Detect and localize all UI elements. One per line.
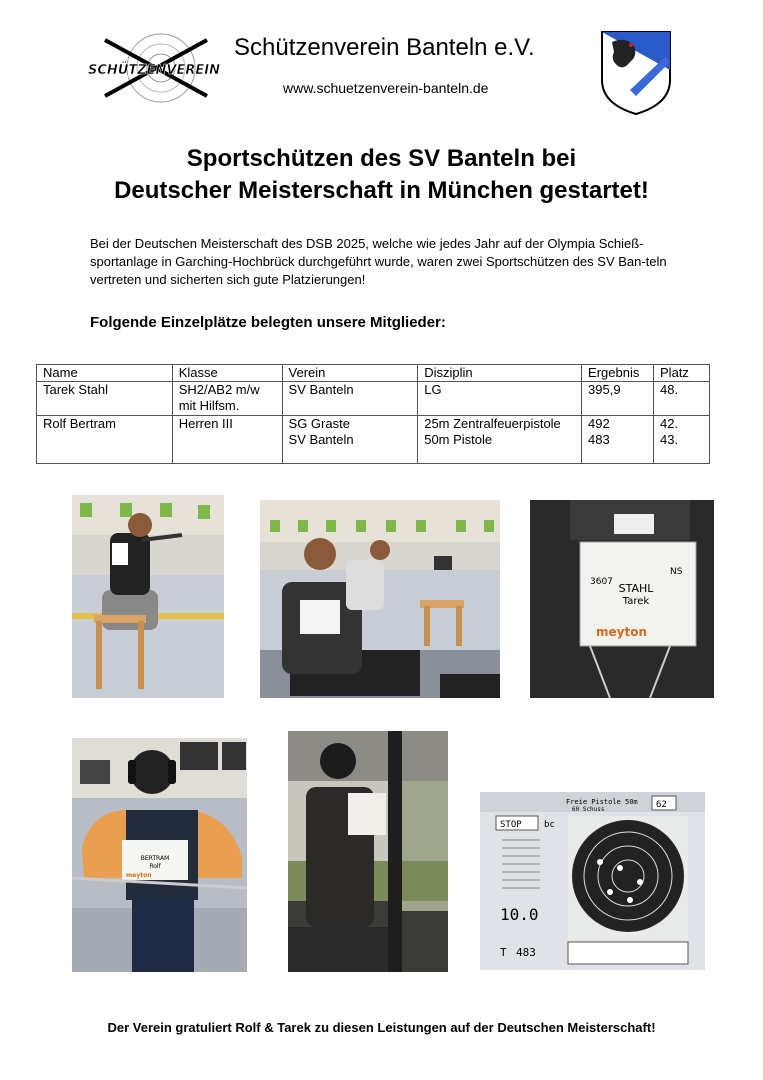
col-header-name: Name: [37, 365, 173, 382]
col-header-verein: Verein: [282, 365, 418, 382]
photo-meyton-score-monitor: [480, 792, 705, 970]
headline-line-2: Deutscher Meisterschaft in München gestartet!: [114, 177, 649, 204]
monitor-total: 483: [516, 946, 536, 959]
cell-platz: [654, 416, 710, 464]
badge-lastname: STAHL: [618, 582, 654, 595]
badge-number: 3607: [590, 577, 613, 587]
cell-name: Rolf Bertram: [37, 416, 173, 464]
monitor-last-shot: 10.0: [500, 905, 539, 924]
monitor-total-label: T: [500, 946, 507, 959]
cell-verein: SV Banteln: [282, 382, 418, 416]
photo-start-number-stahl: [530, 500, 714, 698]
ergebnis-line: 492: [588, 416, 610, 431]
badge-firstname: Tarek: [622, 596, 650, 607]
monitor-bc-label: bc: [544, 820, 555, 830]
table-row: [37, 382, 710, 416]
ergebnis-line: 483: [588, 432, 610, 447]
photo-shooter-pistol-bertram: [72, 738, 247, 972]
disziplin-line: 25m Zentralfeuerpistole: [424, 416, 561, 431]
cell-verein: [282, 416, 418, 464]
cell-disziplin: [418, 416, 582, 464]
verein-line: SG Graste: [288, 416, 350, 431]
monitor-stop-label: STOP: [500, 820, 522, 830]
badge2-brand: meyton: [126, 872, 152, 879]
col-header-ergebnis: Ergebnis: [582, 365, 654, 382]
platz-line: 43.: [660, 432, 679, 447]
cell-ergebnis: 395,9: [582, 382, 654, 416]
coat-of-arms: [600, 30, 672, 116]
intro-paragraph: Bei der Deutschen Meisterschaft des DSB 2025, welche wie jedes Jahr auf der Olympia Schieß-sportanlage in Garching-Hochbrück durchgeführt wurde, waren zwei Sportschützen des SV Ban-teln vertreten und sicherten sich gute Platzierungen!: [90, 236, 667, 287]
club-name: Schützenverein Banteln e.V.: [234, 34, 535, 61]
badge2-firstname: Rolf: [149, 863, 161, 870]
col-header-klasse: Klasse: [172, 365, 282, 382]
headline-line-1: Sportschützen des SV Banteln bei: [186, 145, 577, 172]
badge-brand: meyton: [596, 625, 647, 639]
disziplin-line: 50m Pistole: [424, 432, 493, 447]
monitor-title: Freie Pistole 50m: [566, 798, 638, 806]
verein-line: SV Banteln: [288, 432, 354, 447]
badge-class: NS: [670, 567, 683, 577]
cell-klasse: SH2/AB2 m/w mit Hilfsm.: [172, 382, 282, 416]
monitor-subtitle: 60 Schuss: [572, 806, 605, 813]
col-header-disziplin: Disziplin: [418, 365, 582, 382]
photo-shooter-rifle-range: [72, 495, 224, 698]
platz-line: 42.: [660, 416, 679, 431]
cell-platz: 48.: [654, 382, 710, 416]
cell-klasse: Herren III: [172, 416, 282, 464]
badge2-lastname: BERTRAM: [140, 855, 170, 862]
club-logo: [88, 32, 220, 104]
cell-disziplin: LG: [418, 382, 582, 416]
article-headline: [0, 143, 763, 207]
monitor-count: 62: [656, 800, 667, 810]
table-row: [37, 416, 710, 464]
cell-name: Tarek Stahl: [37, 382, 173, 416]
cell-ergebnis: [582, 416, 654, 464]
results-subheading: Folgende Einzelplätze belegten unsere Mitglieder:: [90, 314, 446, 331]
results-table: [36, 364, 710, 464]
logo-lettering: SCHÜTZENVEREIN: [88, 63, 220, 78]
footer-congratulation: Der Verein gratuliert Rolf & Tarek zu diesen Leistungen auf der Deutschen Meisterschaft!: [107, 1020, 656, 1035]
col-header-platz: Platz: [654, 365, 710, 382]
photo-rifle-range-team: [260, 500, 500, 698]
photo-pistol-range-backlit: [288, 731, 448, 972]
club-website[interactable]: www.schuetzenverein-banteln.de: [283, 80, 489, 96]
table-header-row: [37, 365, 710, 382]
